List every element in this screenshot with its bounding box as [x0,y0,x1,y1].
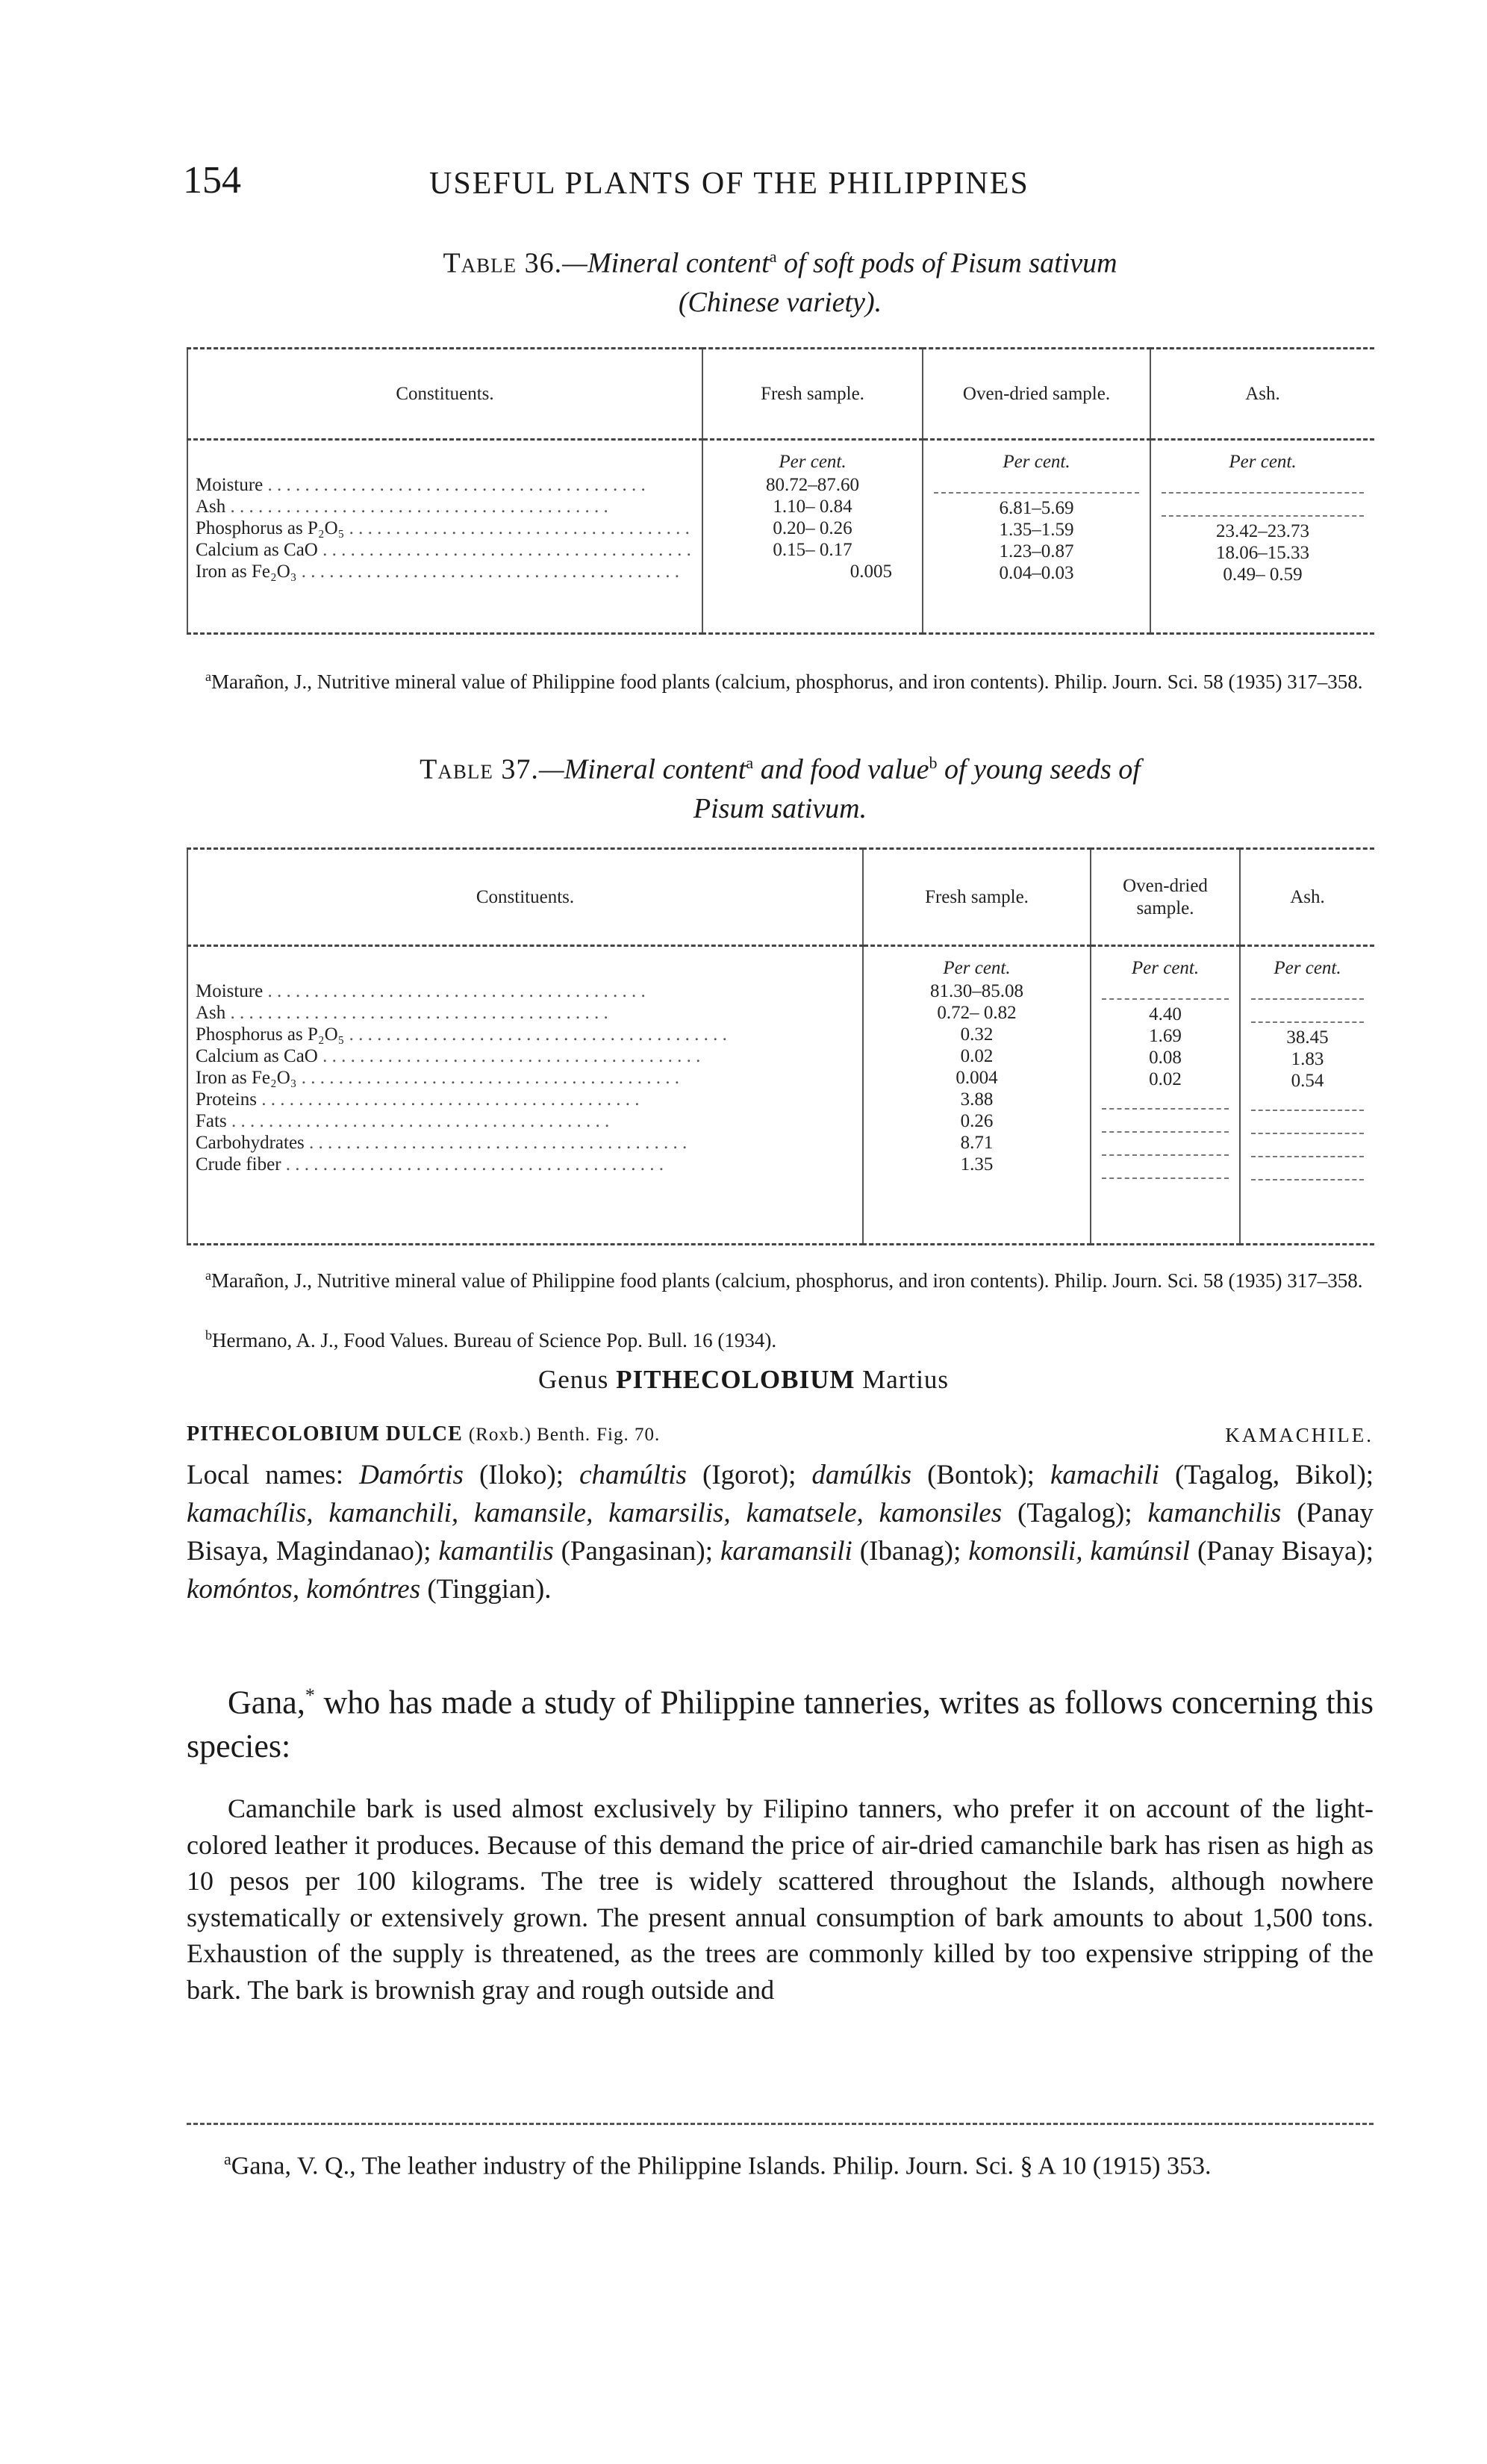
table36-blank-cell [934,474,1139,494]
table36-cell: 0.005 [850,561,892,582]
table36-header-constituents: Constituents. [187,349,702,440]
genus-label: Genus [537,1365,609,1394]
table37-blank-cell [1102,1090,1229,1110]
table36-caption [183,237,1377,322]
table37-blank-cell [1251,1161,1364,1180]
table37-blank-cell [1251,980,1364,1000]
table36-unit-fresh: Per cent. [779,452,847,472]
genus-author: Martius [862,1365,950,1394]
table36-caption-tail: of soft pods of Pisum sativum [776,247,1117,279]
table36-caption-mark: a [769,247,777,266]
table36-cell: 0.49– 0.59 [1223,564,1303,585]
local-names-label: Local names: [187,1460,344,1490]
table36-blank-cell [1162,497,1364,517]
local-name: komóntos, komóntres [187,1574,421,1605]
table36-row-label: Calcium as CaO . . . [196,539,694,561]
local-name-region: (Ibanag) [859,1536,954,1567]
local-name: chamúltis [579,1460,687,1490]
table36-cell: 80.72–87.60 [766,475,859,495]
table37-col-ash [1240,946,1374,1245]
table37-caption-rest: —Mineral content [538,753,746,785]
table37-cell: 0.32 [960,1024,994,1045]
page-footnote-text: Gana, V. Q., The leather industry of the Philippine Islands. Philip. Journ. Sci. § A 10 (1915) 353. [231,2152,1212,2180]
table37-blank-cell [1251,1092,1364,1111]
table37-blank-cell [1251,1115,1364,1134]
local-name-region: (Tagalog) [1017,1498,1125,1528]
local-name: kamachili [1050,1460,1159,1490]
species-line [187,1422,1374,1446]
table36-cell: 0.15– 0.17 [773,540,852,560]
table37-col-oven [1091,946,1240,1245]
table37-row-label: Carbohydrates . . . [196,1132,855,1154]
table37-cell: 1.83 [1291,1049,1324,1069]
table36-cell: 18.06–15.33 [1216,543,1309,563]
table37-blank-cell [1102,1113,1229,1133]
table37-cell: 8.71 [960,1133,994,1153]
table37-blank-cell [1251,1004,1364,1023]
species-common-name: KAMACHILE. [1225,1424,1374,1446]
table36-footnote [205,663,1371,695]
table37-cell: 3.88 [960,1089,994,1110]
page-footnote [187,2141,1374,2184]
table37-header-fresh: Fresh sample. [863,849,1091,946]
local-name-region: (Tinggian). [427,1574,552,1605]
local-name-region: (Igorot) [702,1460,789,1490]
table36-unit-oven: Per cent. [1003,452,1070,472]
table36-row-label: Iron as Fe₂O₃ . . . [196,561,694,582]
page-number: 154 [183,159,241,202]
table37-header-ash: Ash. [1240,849,1374,946]
local-name: komonsili, kamúnsil [968,1536,1191,1567]
table37-row-label: Proteins . . . [196,1089,855,1110]
local-name: damúlkis [811,1460,912,1490]
table37-cell: 1.35 [960,1154,994,1175]
table37-caption-tail: of young seeds of [937,753,1141,785]
table37-blank-cell [1102,1160,1229,1179]
table36-footnote-mark: a [205,669,211,684]
table37-row-label: Iron as Fe₂O₃ . . . [196,1067,855,1089]
table37-caption-line2-text: Pisum sativum. [693,792,867,824]
table37-cell: 0.54 [1291,1071,1324,1091]
table36-row-label: Moisture . . . [196,474,694,496]
table37-blank-cell [1251,1138,1364,1157]
table37-row-label: Crude fiber . . . [196,1154,855,1175]
table37-caption-line2 [183,789,1377,828]
table37-row-label: Ash . . . [196,1002,855,1024]
table37-blank-cell [1102,1136,1229,1156]
table36-header-row [187,349,1374,440]
local-name-region: (Pangasinan) [561,1536,705,1567]
table37-caption-line1 [183,744,1377,789]
table37-row-label: Moisture . . . [196,980,855,1002]
table36-unit-ash: Per cent. [1229,452,1297,472]
running-title: USEFUL PLANTS OF THE PHILIPPINES [429,167,1029,201]
species-figure: Fig. 70. [596,1425,661,1445]
table36-caption-line2 [183,283,1377,322]
table37-cell: 0.72– 0.82 [937,1003,1017,1023]
table37-blank-cell [1102,980,1229,1000]
footnote-rule [187,2123,1374,2125]
local-name: karamansili [720,1536,852,1567]
table36-caption-lead: Table 36. [443,247,563,279]
table37-cell: 0.02 [1149,1069,1182,1089]
table37-header-constituents: Constituents. [187,849,863,946]
table37-footnote-a-text: Marañon, J., Nutritive mineral value of Philippine food plants (calcium, phosphorus, and iron contents). Philip. Journ. Sci. 58 (1935) 317–358. [211,1269,1363,1292]
species-author: (Roxb.) Benth. [468,1425,591,1445]
table37-unit-fresh: Per cent. [943,958,1011,978]
table37 [187,847,1374,1245]
local-name: kamanchilis [1147,1498,1282,1528]
table37-unit-oven: Per cent. [1131,958,1200,978]
table37-caption-mark-b: b [929,753,938,772]
genus-heading [0,1365,1487,1395]
table36-caption-line1 [183,237,1377,283]
page-footnote-mark: a [224,2150,231,2168]
table36-cell: 0.20– 0.26 [773,518,852,538]
genus-name: PITHECOLOBIUM [616,1365,855,1394]
table36-cell: 6.81–5.69 [999,498,1074,518]
intro-author: Gana, [228,1684,305,1721]
table37-cell: 0.02 [960,1046,994,1066]
local-name: kamantilis [438,1536,554,1567]
local-name-region: (Panay Bisaya) [1197,1536,1366,1567]
table37-footnote-b [205,1322,1371,1354]
table37-header-oven: Oven-dried sample. [1091,849,1240,946]
table37-caption [183,744,1377,828]
local-name-region: (Tagalog, Bikol) [1174,1460,1366,1490]
table37-row-label: Fats . . . [196,1110,855,1132]
table36-cell: 0.04–0.03 [999,563,1074,583]
table37-footnote-b-text: Hermano, A. J., Food Values. Bureau of Science Pop. Bull. 16 (1934). [212,1329,777,1351]
table37-row-label: Calcium as CaO . . . [196,1045,855,1067]
table37-col-fresh [863,946,1091,1245]
table37-footnote-a [205,1262,1371,1294]
local-name-region: (Bontok) [927,1460,1027,1490]
table36-cell: 1.10– 0.84 [773,497,852,517]
table36-cell: 23.42–23.73 [1216,521,1309,541]
table36-col-fresh [702,440,923,634]
table36-cell: 1.23–0.87 [999,541,1074,561]
table37-caption-mark-a: a [746,753,754,772]
intro-text: who has made a study of Philippine tanneries, writes as follows concerning this species: [187,1684,1374,1764]
local-name-region: (Iloko) [478,1460,556,1490]
table37-cell: 0.08 [1149,1048,1182,1068]
table36-header-oven: Oven-dried sample. [923,349,1150,440]
local-name: kamachílis, kamanchili, kamansile, kamarsilis, kamatsele, kamonsiles [187,1498,1003,1528]
table36-row-label: Ash . . . [196,496,694,517]
table37-cell: 81.30–85.08 [930,981,1023,1001]
table37-footnote-b-mark: b [205,1328,212,1343]
table36-caption-rest: —Mineral content [562,247,770,279]
table37-cell: 1.69 [1149,1026,1182,1046]
table37-cell: 4.40 [1149,1004,1182,1024]
table37-cell: 0.004 [956,1068,998,1088]
table37-row-label: Phosphorus as P₂O₅ . . . [196,1024,855,1045]
table37-cell: 0.26 [960,1111,994,1131]
local-name-region: (Panay Bisaya, Magindanao) [187,1498,1374,1567]
table37-col-constituents [187,946,863,1245]
table36-body-row [187,440,1374,634]
table36-header-fresh: Fresh sample. [702,349,923,440]
table36-header-ash: Ash. [1150,349,1374,440]
intro-paragraph [187,1674,1374,1768]
intro-footnote-mark: * [305,1684,315,1706]
local-name: Damórtis [359,1460,464,1490]
table36-row-label: Phosphorus as P₂O₅ . . . [196,517,694,539]
table36-cell: 1.35–1.59 [999,520,1074,540]
table36 [187,347,1374,635]
table37-body-row [187,946,1374,1245]
table37-unit-ash: Per cent. [1274,958,1341,978]
table37-header-row [187,849,1374,946]
table36-blank-cell [1162,474,1364,494]
quote-paragraph: Camanchile bark is used almost exclusively by Filipino tanners, who prefer it on account of the light-colored leather it produces. Because of this demand the price of air-dried camanchile bark has risen as high as 10 pesos per 100 kilograms. The tree is widely scattered throughout the Islands, although nowhere systematically or extensively grown. The present annual consumption of bark amounts to about 1,500 tons. Exhaustion of the supply is threatened, as the trees are commonly killed by too expensive stripping of the bark. The bark is brownish gray and rough outside and [187,1793,1374,2005]
table36-col-ash [1150,440,1374,634]
table37-caption-mid: and food value [753,753,929,785]
local-names-paragraph: Local names: Damórtis (Iloko); chamúltis (Igorot); damúlkis (Bontok); kamachili (Tagalog, Bikol); kamachílis, kamanchili, kamansile, kamarsilis, kamatsele, kamonsiles (Tagalog); kamanchilis (Panay Bisaya, Magindanao); kamantilis (Pangasinan); karamansili (Ibanag); komonsili, kamúnsil (Panay Bisaya); komóntos, komóntres (Tinggian). [187,1460,1374,1605]
table37-footnote-a-mark: a [205,1268,211,1283]
table36-caption-line2-text: (Chinese variety). [678,286,882,318]
table36-col-oven [923,440,1150,634]
table36-col-constituents [187,440,702,634]
table37-cell: 38.45 [1286,1027,1329,1048]
table36-footnote-text: Marañon, J., Nutritive mineral value of Philippine food plants (calcium, phosphorus, and iron contents). Philip. Journ. Sci. 58 (1935) 317–358. [211,671,1363,693]
table37-caption-lead: Table 37. [420,753,539,785]
species-name: PITHECOLOBIUM DULCE [187,1422,463,1446]
